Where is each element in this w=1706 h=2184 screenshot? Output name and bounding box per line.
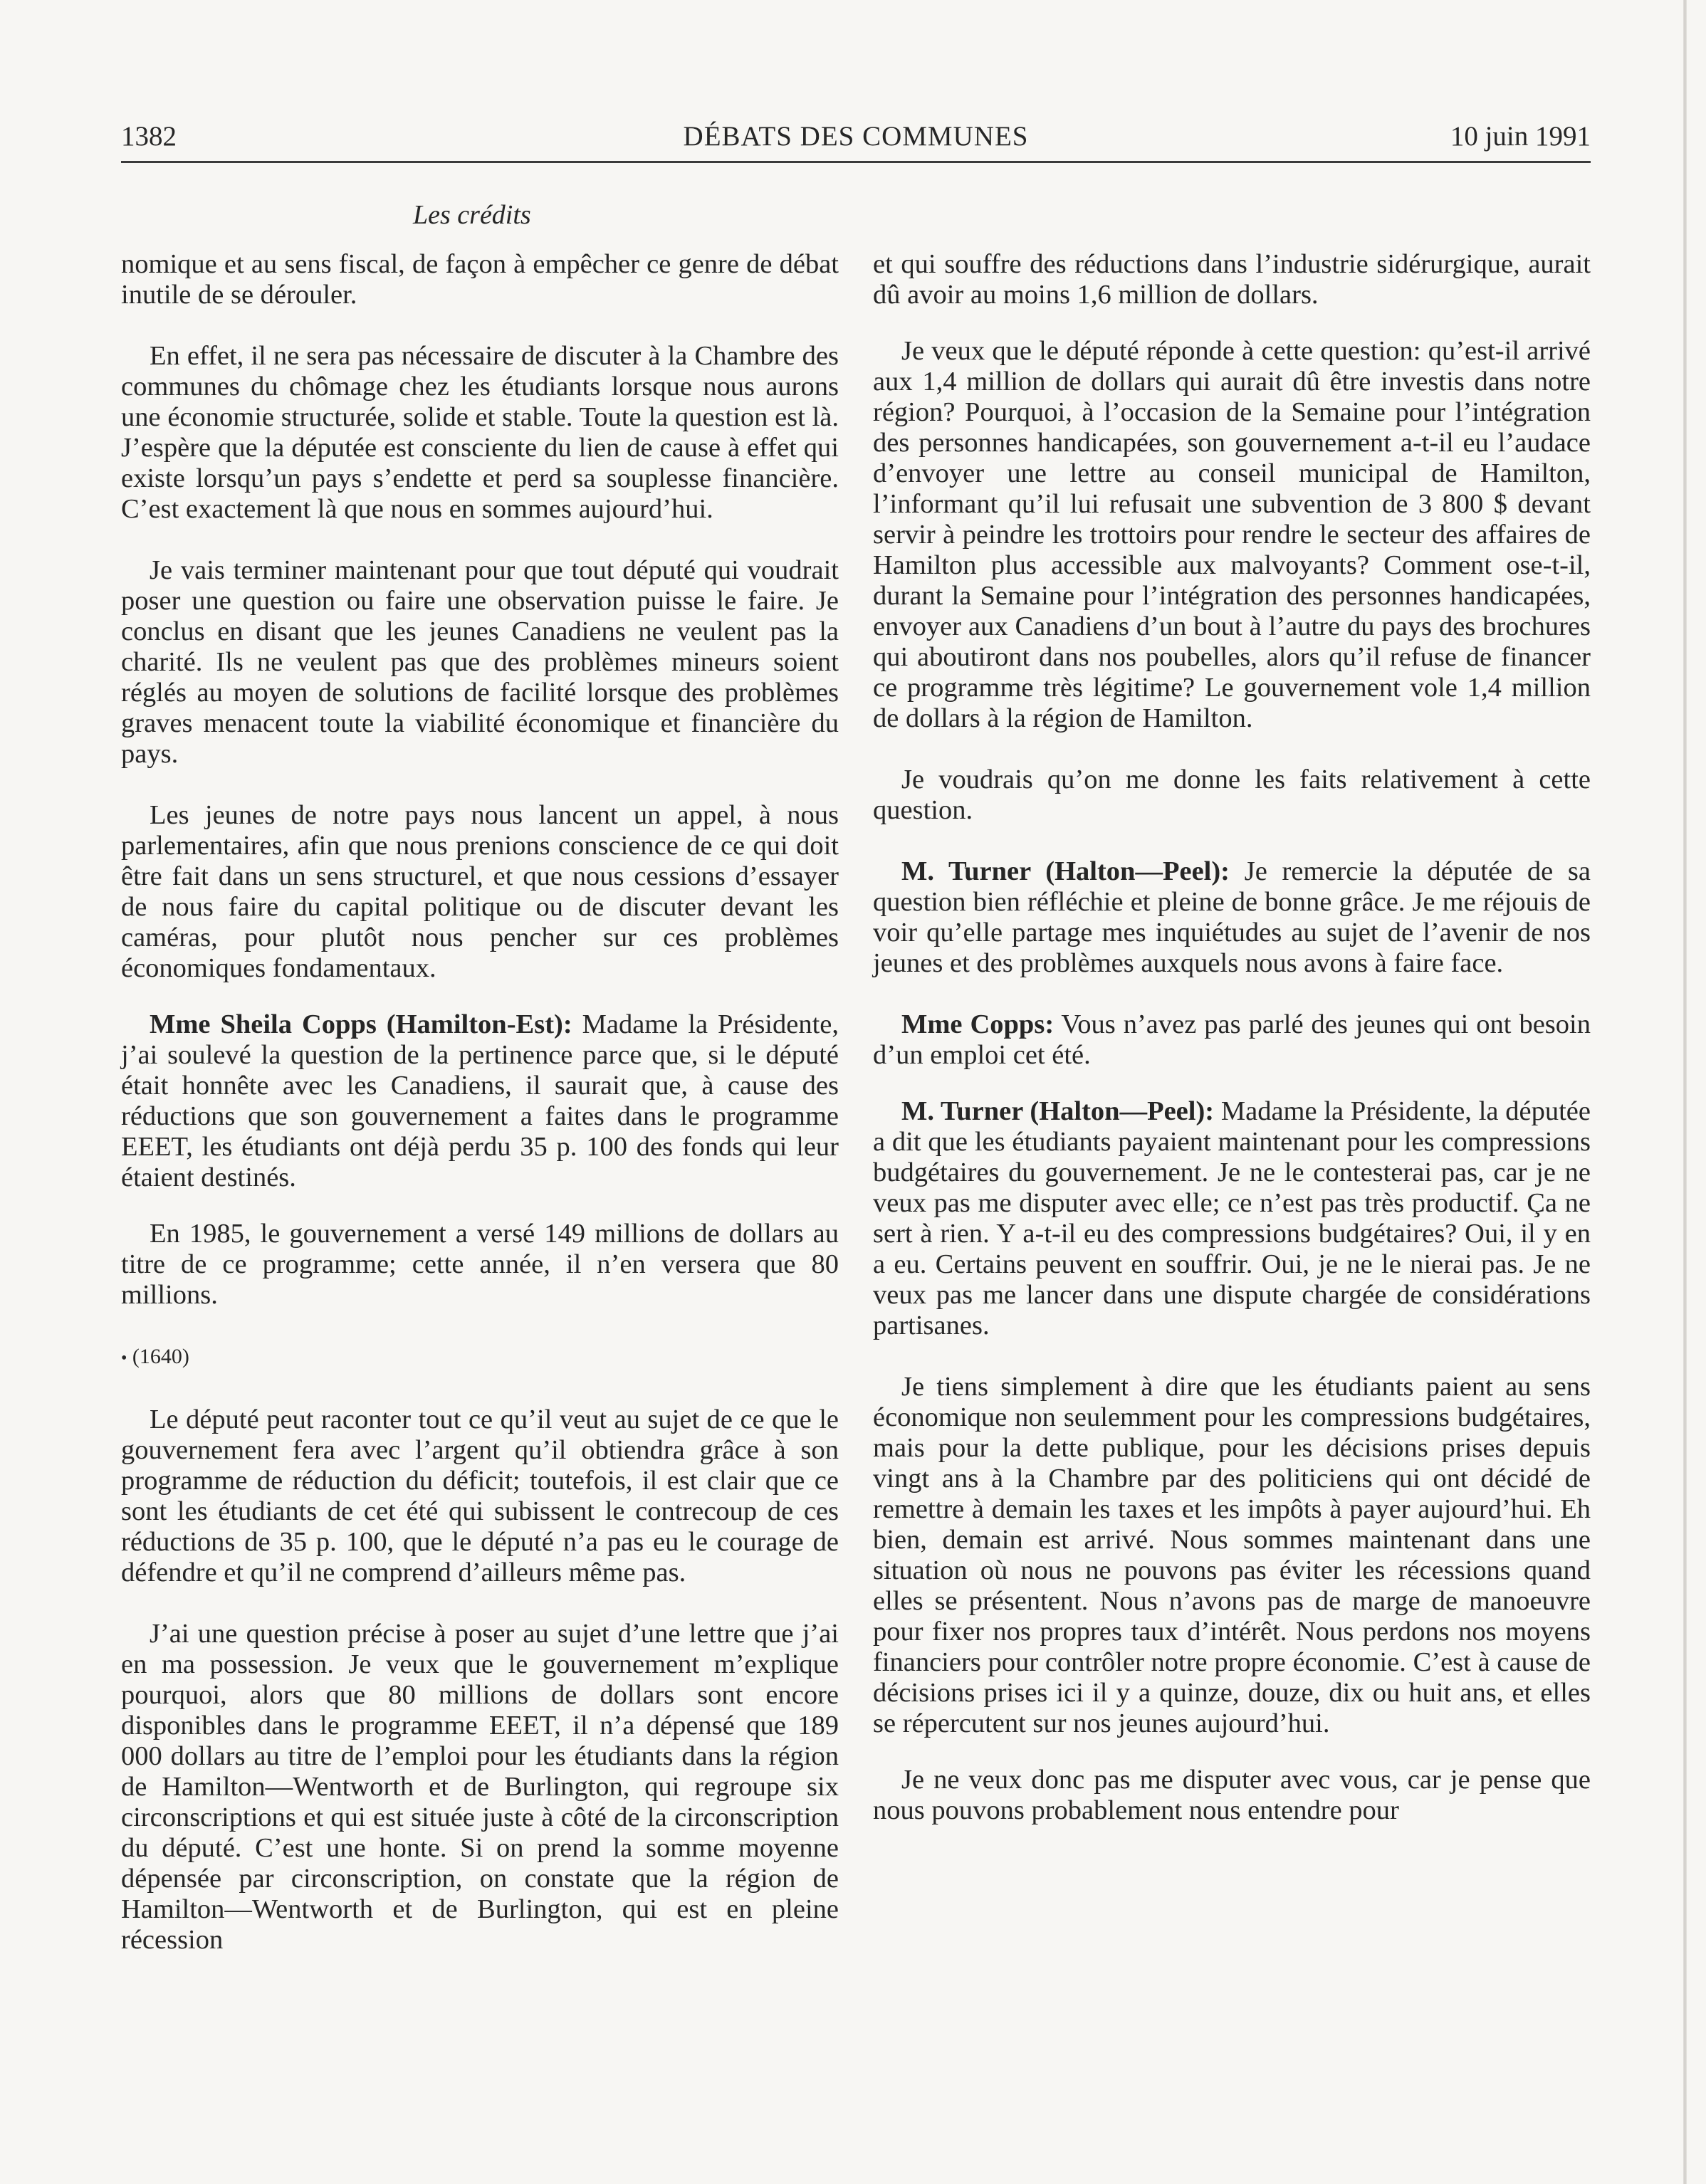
timestamp (121, 1341, 839, 1374)
paragraph: Je voudrais qu’on me donne les faits relativement à cette question. (873, 765, 1591, 825)
paragraph: En effet, il ne sera pas nécessaire de discuter à la Chambre des communes du chômage chez les étudiants lorsque nous aurons une économie structurée, solide et stable. Toute la question est là. J’espère que la députée est consciente du lien de cause à effet qui existe lorsqu’un pays s’endette et perd sa souplesse financière. C’est exactement là que nous en sommes aujourd’hui. (121, 341, 839, 524)
paragraph: nomique et au sens fiscal, de façon à empêcher ce genre de débat inutile de se dérouler. (121, 249, 839, 310)
journal-title: DÉBATS DES COMMUNES (683, 121, 1029, 152)
left-column (121, 249, 839, 1986)
paragraph: Je ne veux donc pas me disputer avec vous, car je pense que nous pouvons probablement nous entendre pour (873, 1765, 1591, 1825)
speaker-name: M. Turner (Halton—Peel): (901, 1096, 1215, 1126)
speech-text: Vous n’avez pas parlé des jeunes qui ont besoin d’un emploi cet été. (873, 1009, 1591, 1070)
speaker-name: Mme Sheila Copps (Hamilton-Est): (150, 1009, 572, 1039)
speech-paragraph (873, 1009, 1591, 1071)
speech-text: Je remercie la députée de sa question bien réfléchie et pleine de bonne grâce. Je me réjouis de voir qu’elle partage mes inquiétudes au sujet de l’avenir de nos jeunes et des problèmes auxquels nous avons à faire face. (873, 856, 1591, 978)
paragraph: J’ai une question précise à poser au sujet d’une lettre que j’ai en ma possession. Je veux que le gouvernement m’explique pourquoi, alors que 80 millions de dollars sont encore disponibles dans le programme EEET, il n’a dépensé que 189 000 dollars au titre de l’emploi pour les étudiants dans la région de Hamilton—Wentworth et de Burlington, qui regroupe six circonscriptions et qui est située juste à côté de la circonscription du député. C’est une honte. Si on prend la somme moyenne dépensée par circonscription, on constate que la région de Hamilton—Wentworth et de Burlington, qui est en pleine récession (121, 1619, 839, 1955)
page-edge-shadow (1683, 0, 1687, 2184)
paragraph: Je tiens simplement à dire que les étudiants paient au sens économique non seulemment pour les compressions budgétaires, mais pour la dette publique, pour les décisions prises depuis vingt ans à la Chambre par des politiciens qui ont décidé de remettre à demain les taxes et les impôts à payer aujourd’hui. Eh bien, demain est arrivé. Nous sommes maintenant dans une situation où nous ne pouvons pas éviter les récessions quand elles se présentent. Nous n’avons pas de marge de manoeuvre pour fixer nos propres taux d’intérêt. Nous perdons nos moyens financiers pour contrôler notre propre économie. C’est à cause de décisions prises ici il y a quinze, douze, dix ou huit ans, et elles se répercutent sur nos jeunes aujourd’hui. (873, 1372, 1591, 1738)
right-column (873, 249, 1591, 1857)
paragraph: et qui souffre des réductions dans l’industrie sidérurgique, aurait dû avoir au moins 1,6 million de dollars. (873, 249, 1591, 310)
paragraph: En 1985, le gouvernement a versé 149 millions de dollars au titre de ce programme; cette année, il n’en versera que 80 millions. (121, 1219, 839, 1310)
speech-paragraph (873, 1096, 1591, 1341)
paragraph: Les jeunes de notre pays nous lancent un appel, à nous parlementaires, afin que nous prenions conscience de ce qui doit être fait dans un sens structurel, et que nous cessions d’essayer de nous faire du capital politique ou de discuter devant les caméras, pour plutôt nous pencher sur ces problèmes économiques fondamentaux. (121, 800, 839, 983)
paragraph: Le député peut raconter tout ce qu’il veut au sujet de ce que le gouvernement fera avec l’argent qu’il obtiendra grâce à son programme de réduction du déficit; toutefois, il est clair que ce sont les étudiants de cet été qui subissent le contrecoup de ces réductions de 35 p. 100, que le député n’a pas eu le courage de défendre et qu’il ne comprend d’ailleurs même pas. (121, 1405, 839, 1587)
bullet-icon: • (121, 1349, 127, 1367)
paragraph: Je veux que le député réponde à cette question: qu’est-il arrivé aux 1,4 million de dollars qui aurait dû être investis dans notre région? Pourquoi, à l’occasion de la Semaine pour l’intégration des personnes handicapées, son gouvernement a-t-il eu l’audace d’envoyer une lettre au conseil municipal de Hamilton, l’informant qu’il lui refusait une subvention de 3 800 $ devant servir à peindre les trottoirs pour rendre le secteur des affaires de Hamilton plus accessible aux malvoyants? Comment ose-t-il, durant la Semaine pour l’intégration des personnes handicapées, envoyer aux Canadiens d’un bout à l’autre du pays des brochures qui aboutiront dans nos poubelles, alors qu’il refuse de financer ce programme très légitime? Le gouvernement vole 1,4 million de dollars à la région de Hamilton. (873, 336, 1591, 733)
speech-paragraph (873, 856, 1591, 979)
page-header (121, 114, 1591, 163)
speaker-name: Mme Copps: (901, 1009, 1055, 1039)
issue-date: 10 juin 1991 (1450, 121, 1591, 152)
speaker-name: M. Turner (Halton—Peel): (901, 856, 1230, 886)
speech-paragraph (121, 1009, 839, 1193)
speech-text: Madame la Présidente, la députée a dit que les étudiants payaient maintenant pour les compressions budgétaires du gouvernement. Je ne le contesterai pas, car je ne veux pas me disputer avec elle; ce n’est pas très productif. Ça ne sert à rien. Y a-t-il eu des compressions budgétaires? Oui, il y en a eu. Certains peuvent en souffrir. Oui, je ne le nierai pas. Je ne veux pas me lancer dans une dispute chargée de considérations partisanes. (873, 1096, 1591, 1340)
section-subtitle: Les crédits (413, 200, 531, 230)
paragraph: Je vais terminer maintenant pour que tout député qui voudrait poser une question ou faire une observation puisse le faire. Je conclus en disant que les jeunes Canadiens ne veulent pas la charité. Ils ne veulent pas que des problèmes mineurs soient réglés au moyen de solutions de facilité lorsque des problèmes graves menacent toute la viabilité économique et financière du pays. (121, 555, 839, 769)
speech-text: Madame la Présidente, j’ai soulevé la question de la pertinence parce que, si le député était honnête avec les Canadiens, il saurait que, à cause des réductions que son gouvernement a faites dans le programme EEET, les étudiants ont déjà perdu 35 p. 100 des fonds qui leur étaient destinés. (121, 1009, 839, 1192)
page-number: 1382 (121, 121, 177, 152)
timestamp-text: (1640) (132, 1345, 189, 1368)
